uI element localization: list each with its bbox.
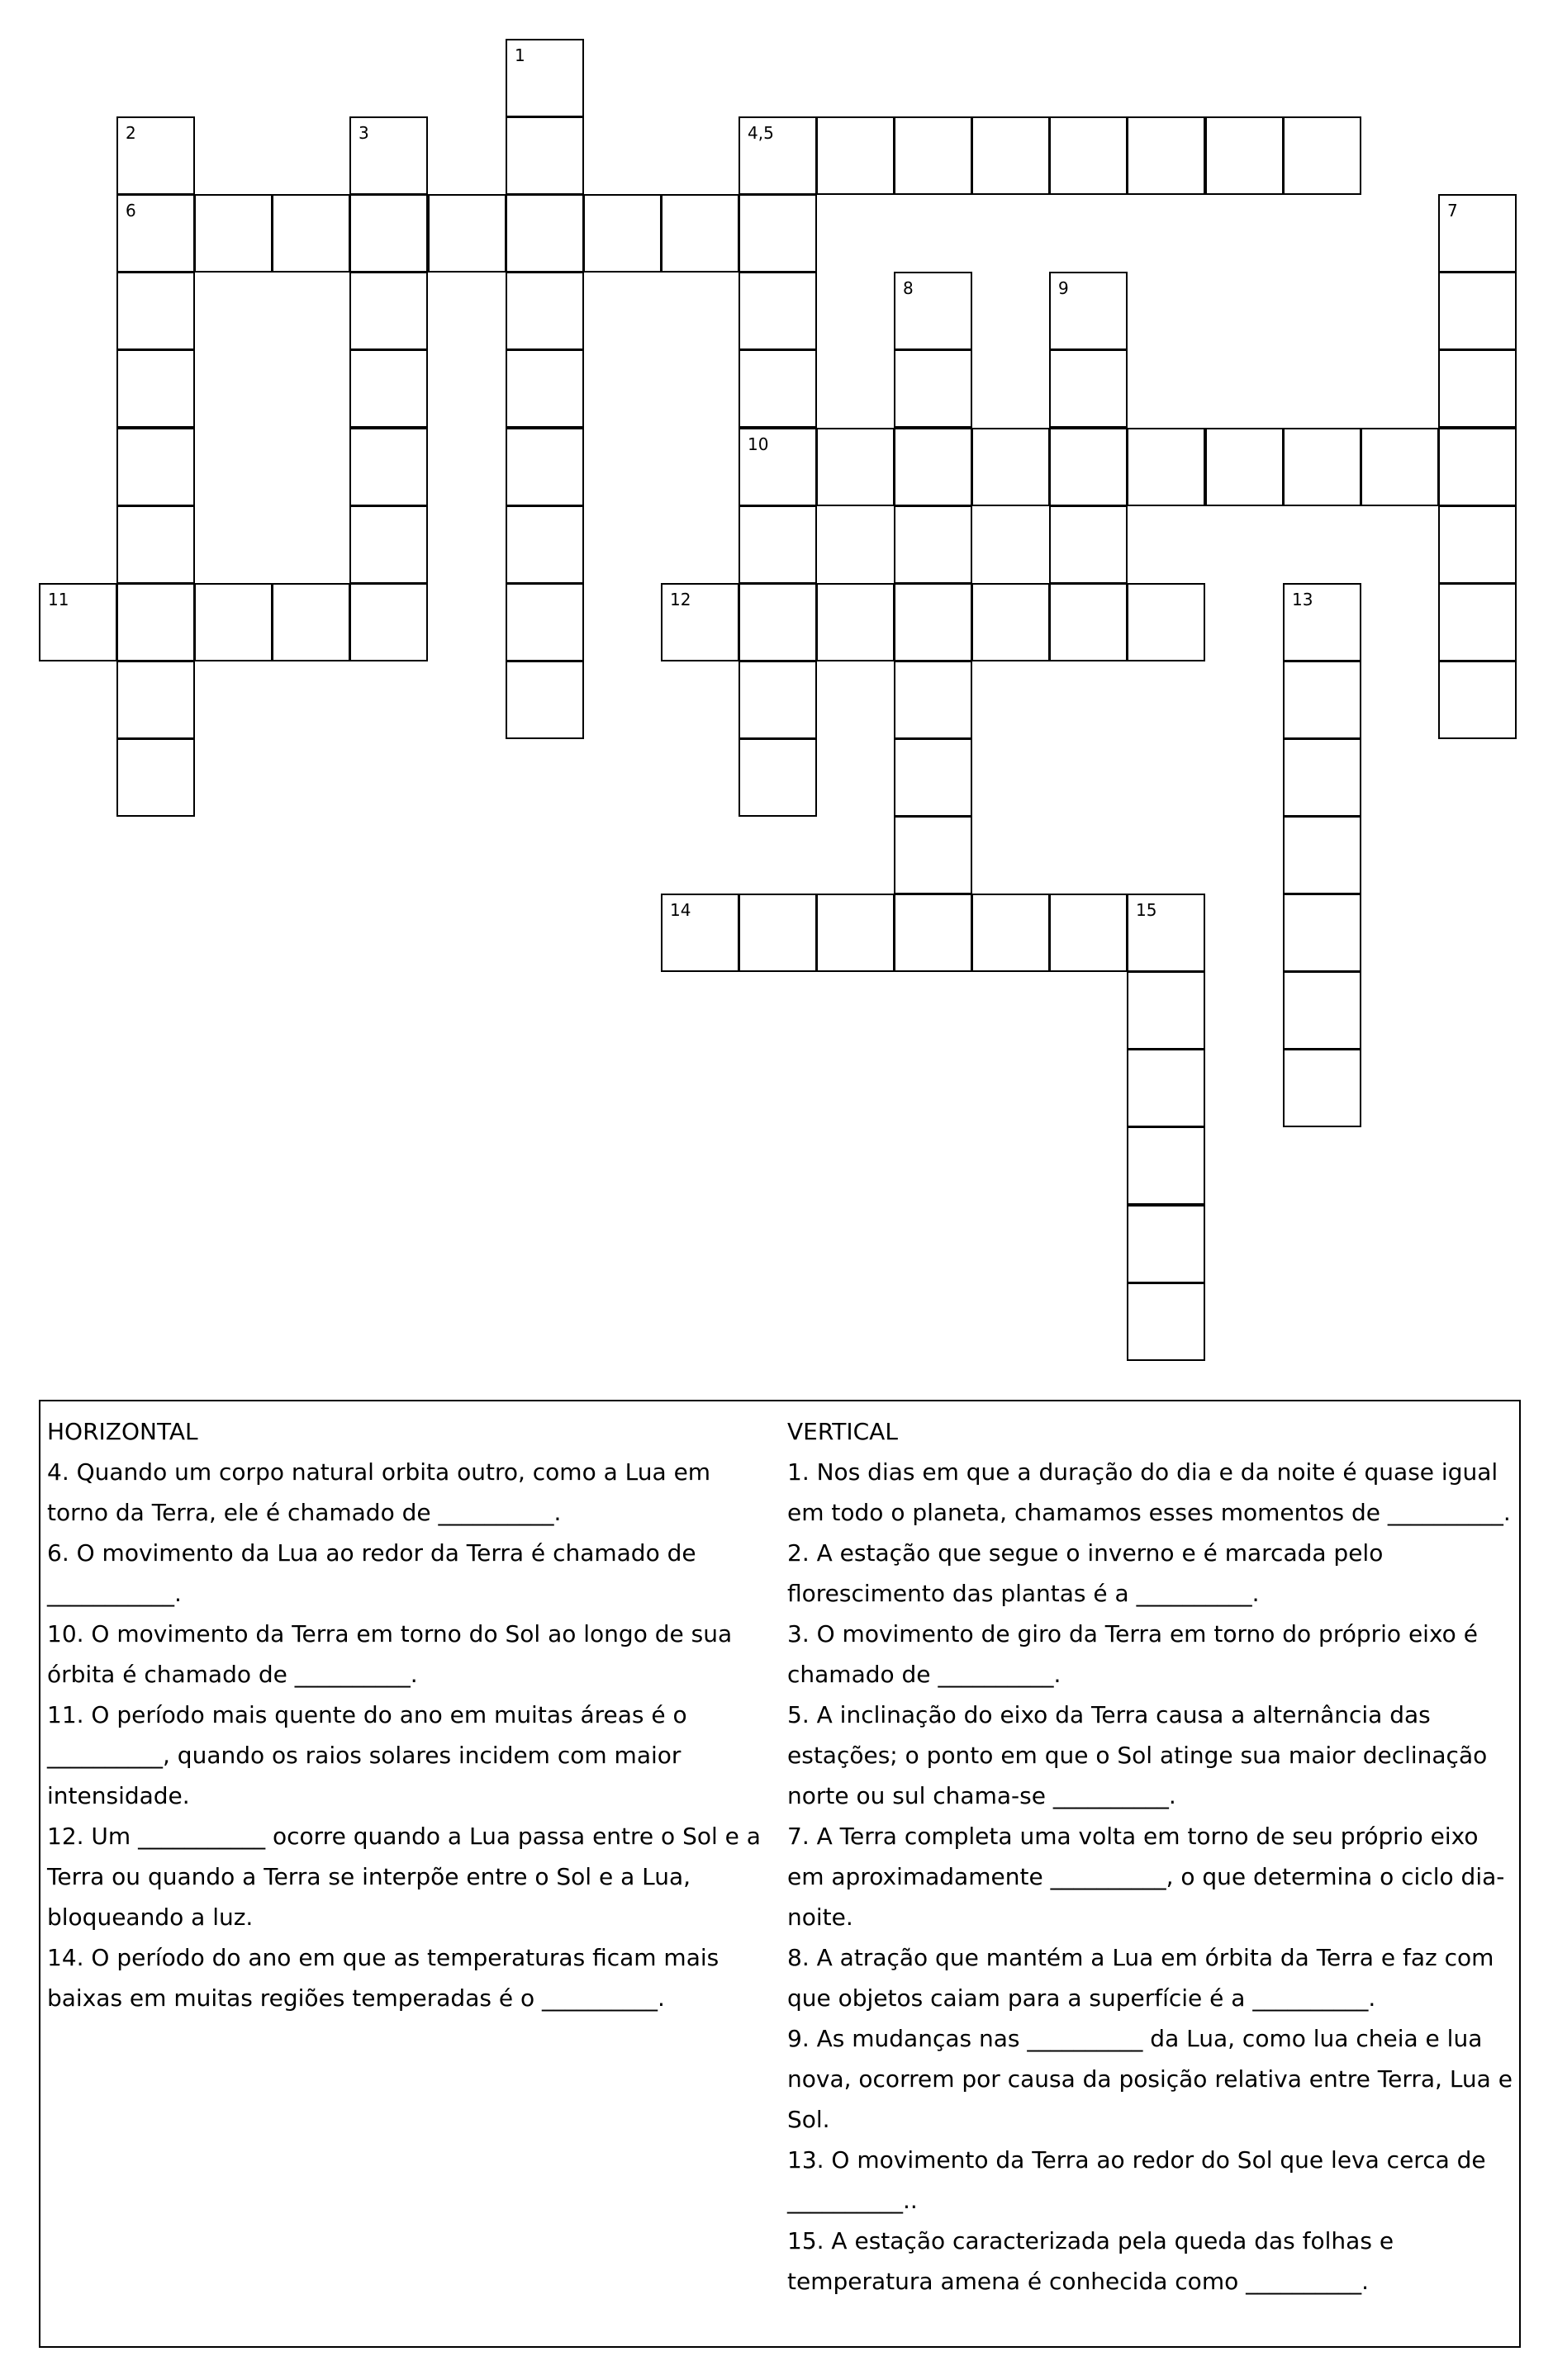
grid-cell[interactable] [971,894,1050,972]
grid-cell[interactable] [1283,116,1361,195]
grid-cell[interactable] [1438,428,1517,506]
grid-cell[interactable] [349,428,428,506]
vertical-clue-9: 9. As mudanças nas __________ da Lua, como lua cheia e lua nova, ocorrem por causa da posição relativa entre Terra, Lua e Sol. [787,2025,1513,2133]
grid-cell[interactable] [739,583,817,661]
grid-cell[interactable] [739,661,817,739]
grid-cell[interactable] [816,116,895,195]
horizontal-clue-14: 14. O período do ano em que as temperaturas ficam mais baixas em muitas regiões temperadas é o __________. [47,1944,720,2012]
grid-cell[interactable] [506,428,584,506]
vertical-clue-5: 5. A inclinação do eixo da Terra causa a alternância das estações; o ponto em que o Sol atinge sua maior declinação norte ou sul chama-se __________. [787,1701,1488,1809]
grid-cell[interactable] [39,583,117,661]
clue-number: 15 [1136,900,1157,920]
grid-cell[interactable] [894,661,972,739]
grid-cell[interactable] [894,894,972,972]
vertical-clues-column [787,1411,1514,2302]
grid-cell[interactable] [1205,428,1284,506]
grid-cell[interactable] [116,272,195,350]
grid-cell[interactable] [272,194,350,273]
horizontal-clue-11: 11. O período mais quente do ano em muitas áreas é o __________, quando os raios solares incidem com maior intensidade. [47,1701,687,1809]
grid-cell[interactable] [506,505,584,584]
clue-number: 4,5 [748,123,774,143]
grid-cell[interactable] [739,505,817,584]
grid-cell[interactable] [116,738,195,817]
vertical-heading: VERTICAL [787,1418,898,1445]
vertical-clue-2: 2. A estação que segue o inverno e é marcada pelo florescimento das plantas é a __________. [787,1539,1384,1607]
grid-cell[interactable] [894,505,972,584]
grid-cell[interactable] [349,349,428,428]
grid-cell[interactable] [506,194,584,273]
grid-cell[interactable] [1283,661,1361,739]
grid-cell[interactable] [194,583,273,661]
grid-cell[interactable] [1438,505,1517,584]
grid-cell[interactable] [1438,349,1517,428]
grid-cell[interactable] [1361,428,1439,506]
grid-cell[interactable] [816,428,895,506]
grid-cell[interactable] [1438,661,1517,739]
grid-cell[interactable] [583,194,662,273]
grid-cell[interactable] [894,349,972,428]
grid-cell[interactable] [1127,116,1205,195]
grid-cell[interactable] [739,428,817,506]
grid-cell[interactable] [1049,583,1128,661]
grid-cell[interactable] [428,194,506,273]
clue-number: 1 [515,45,525,65]
clue-number: 2 [126,123,136,143]
grid-cell[interactable] [1049,116,1128,195]
grid-cell[interactable] [1283,1049,1361,1127]
grid-cell[interactable] [1283,583,1361,661]
grid-cell[interactable] [194,194,273,273]
grid-cell[interactable] [739,349,817,428]
horizontal-clue-6: 6. O movimento da Lua ao redor da Terra é chamado de ___________. [47,1539,696,1607]
grid-cell[interactable] [116,428,195,506]
grid-cell[interactable] [1127,1126,1205,1205]
grid-cell[interactable] [1049,428,1128,506]
grid-cell[interactable] [1127,1205,1205,1283]
grid-cell[interactable] [1283,428,1361,506]
grid-cell[interactable] [894,738,972,817]
grid-cell[interactable] [1127,583,1205,661]
grid-cell[interactable] [116,116,195,195]
grid-cell[interactable] [116,661,195,739]
clue-number: 9 [1058,278,1069,298]
grid-cell[interactable] [349,116,428,195]
grid-cell[interactable] [116,505,195,584]
grid-cell[interactable] [1283,971,1361,1050]
grid-cell[interactable] [1438,194,1517,273]
grid-cell[interactable] [349,505,428,584]
grid-cell[interactable] [661,583,739,661]
clue-number: 11 [48,590,69,609]
grid-cell[interactable] [739,194,817,273]
grid-cell[interactable] [971,428,1050,506]
grid-cell[interactable] [894,816,972,894]
vertical-clue-15: 15. A estação caracterizada pela queda das folhas e temperatura amena é conhecida como __________. [787,2227,1394,2295]
grid-cell[interactable] [1283,894,1361,972]
grid-cell[interactable] [739,116,817,195]
clue-number: 7 [1447,201,1458,220]
grid-cell[interactable] [1049,505,1128,584]
grid-cell[interactable] [1438,583,1517,661]
clue-number: 3 [359,123,369,143]
clue-number: 12 [670,590,691,609]
grid-cell[interactable] [506,272,584,350]
clue-number: 14 [670,900,691,920]
grid-cell[interactable] [349,272,428,350]
grid-cell[interactable] [1127,428,1205,506]
grid-cell[interactable] [816,583,895,661]
grid-cell[interactable] [349,194,428,273]
grid-cell[interactable] [1283,816,1361,894]
horizontal-clue-12: 12. Um ___________ ocorre quando a Lua passa entre o Sol e a Terra ou quando a Terra se interpõe entre o Sol e a Lua, bloqueando a luz. [47,1823,761,1931]
vertical-clue-13: 13. O movimento da Terra ao redor do Sol que leva cerca de __________.. [787,2146,1486,2214]
grid-cell[interactable] [739,272,817,350]
grid-cell[interactable] [1049,272,1128,350]
horizontal-clue-10: 10. O movimento da Terra em torno do Sol ao longo de sua órbita é chamado de __________. [47,1620,733,1688]
grid-cell[interactable] [1438,272,1517,350]
grid-cell[interactable] [1049,894,1128,972]
vertical-clue-3: 3. O movimento de giro da Terra em torno do próprio eixo é chamado de __________. [787,1620,1478,1688]
grid-cell[interactable] [894,428,972,506]
grid-cell[interactable] [506,661,584,739]
clue-number: 10 [748,434,769,454]
grid-cell[interactable] [1127,1282,1205,1361]
grid-cell[interactable] [506,349,584,428]
grid-cell[interactable] [349,583,428,661]
grid-cell[interactable] [1205,116,1284,195]
grid-cell[interactable] [894,272,972,350]
clues-box [39,1400,1521,2348]
grid-cell[interactable] [116,583,195,661]
grid-cell[interactable] [272,583,350,661]
clue-number: 6 [126,201,136,220]
horizontal-heading: HORIZONTAL [47,1418,198,1445]
clue-number: 13 [1292,590,1313,609]
grid-cell[interactable] [816,894,895,972]
grid-cell[interactable] [116,194,195,273]
grid-cell[interactable] [661,894,739,972]
grid-cell[interactable] [1127,971,1205,1050]
grid-cell[interactable] [971,116,1050,195]
grid-cell[interactable] [971,583,1050,661]
vertical-clue-1: 1. Nos dias em que a duração do dia e da noite é quase igual em todo o planeta, chamamos esses momentos de __________. [787,1458,1511,1526]
grid-cell[interactable] [739,894,817,972]
grid-cell[interactable] [1049,349,1128,428]
horizontal-clues-column [47,1411,774,2018]
grid-cell[interactable] [894,583,972,661]
grid-cell[interactable] [894,116,972,195]
grid-cell[interactable] [506,116,584,195]
grid-cell[interactable] [1127,894,1205,972]
grid-cell[interactable] [661,194,739,273]
vertical-clue-8: 8. A atração que mantém a Lua em órbita da Terra e faz com que objetos caiam para a superfície é a __________. [787,1944,1494,2012]
grid-cell[interactable] [1283,738,1361,817]
grid-cell[interactable] [739,738,817,817]
grid-cell[interactable] [506,39,584,117]
grid-cell[interactable] [506,583,584,661]
grid-cell[interactable] [1127,1049,1205,1127]
grid-cell[interactable] [116,349,195,428]
vertical-clue-7: 7. A Terra completa uma volta em torno de seu próprio eixo em aproximadamente __________, o que determina o ciclo dia-noite. [787,1823,1505,1931]
horizontal-clue-4: 4. Quando um corpo natural orbita outro, como a Lua em torno da Terra, ele é chamado de __________. [47,1458,711,1526]
clue-number: 8 [903,278,914,298]
